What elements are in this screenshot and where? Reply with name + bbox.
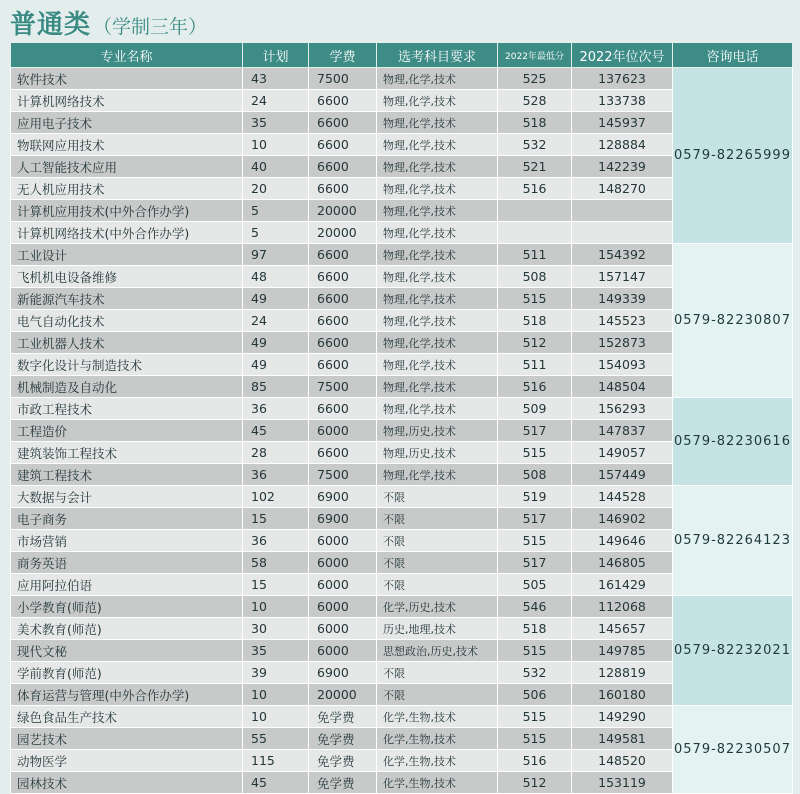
cell-plan-count: 10 <box>243 134 309 156</box>
cell-min-score: 518 <box>498 112 572 134</box>
cell-major-name: 动物医学 <box>11 750 243 772</box>
cell-tuition: 6600 <box>309 354 377 376</box>
cell-major-name: 计算机网络技术 <box>11 90 243 112</box>
cell-rank: 147837 <box>572 420 673 442</box>
cell-min-score: 515 <box>498 640 572 662</box>
cell-rank: 157449 <box>572 464 673 486</box>
cell-subject-requirement: 物理,化学,技术 <box>377 464 498 486</box>
cell-rank: 137623 <box>572 68 673 90</box>
cell-plan-count: 45 <box>243 420 309 442</box>
cell-major-name: 园林技术 <box>11 772 243 794</box>
cell-min-score: 511 <box>498 354 572 376</box>
cell-min-score: 506 <box>498 684 572 706</box>
cell-major-name: 建筑装饰工程技术 <box>11 442 243 464</box>
cell-plan-count: 49 <box>243 288 309 310</box>
cell-tuition: 7500 <box>309 68 377 90</box>
cell-rank: 154392 <box>572 244 673 266</box>
cell-major-name: 计算机应用技术(中外合作办学) <box>11 200 243 222</box>
cell-subject-requirement: 不限 <box>377 486 498 508</box>
majors-table <box>10 42 793 794</box>
cell-rank: 146805 <box>572 552 673 574</box>
cell-min-score: 508 <box>498 266 572 288</box>
cell-min-score: 546 <box>498 596 572 618</box>
table-row <box>11 68 793 90</box>
cell-rank: 112068 <box>572 596 673 618</box>
cell-major-name: 无人机应用技术 <box>11 178 243 200</box>
cell-min-score: 515 <box>498 442 572 464</box>
cell-plan-count: 36 <box>243 530 309 552</box>
cell-tuition: 免学费 <box>309 772 377 794</box>
cell-subject-requirement: 物理,化学,技术 <box>377 222 498 244</box>
cell-rank: 145657 <box>572 618 673 640</box>
cell-plan-count: 55 <box>243 728 309 750</box>
cell-min-score: 532 <box>498 662 572 684</box>
cell-major-name: 体育运营与管理(中外合作办学) <box>11 684 243 706</box>
cell-rank: 161429 <box>572 574 673 596</box>
cell-major-name: 新能源汽车技术 <box>11 288 243 310</box>
cell-major-name: 园艺技术 <box>11 728 243 750</box>
cell-plan-count: 85 <box>243 376 309 398</box>
cell-major-name: 软件技术 <box>11 68 243 90</box>
cell-plan-count: 97 <box>243 244 309 266</box>
cell-rank: 153119 <box>572 772 673 794</box>
cell-min-score: 517 <box>498 552 572 574</box>
cell-subject-requirement: 物理,化学,技术 <box>377 288 498 310</box>
cell-plan-count: 49 <box>243 354 309 376</box>
cell-plan-count: 5 <box>243 222 309 244</box>
cell-rank: 149646 <box>572 530 673 552</box>
cell-rank: 149339 <box>572 288 673 310</box>
cell-tuition: 6900 <box>309 486 377 508</box>
cell-subject-requirement: 不限 <box>377 684 498 706</box>
cell-rank: 145937 <box>572 112 673 134</box>
cell-major-name: 商务英语 <box>11 552 243 574</box>
cell-tuition: 6600 <box>309 442 377 464</box>
cell-subject-requirement: 物理,化学,技术 <box>377 354 498 376</box>
contact-phone: 0579-82264123 <box>673 486 793 596</box>
cell-tuition: 6600 <box>309 156 377 178</box>
cell-tuition: 6600 <box>309 398 377 420</box>
cell-rank <box>572 200 673 222</box>
cell-min-score: 518 <box>498 310 572 332</box>
cell-min-score: 512 <box>498 772 572 794</box>
cell-tuition: 6600 <box>309 266 377 288</box>
cell-tuition: 6600 <box>309 332 377 354</box>
cell-plan-count: 24 <box>243 90 309 112</box>
cell-min-score: 517 <box>498 508 572 530</box>
cell-min-score <box>498 200 572 222</box>
cell-rank <box>572 222 673 244</box>
cell-tuition: 7500 <box>309 464 377 486</box>
table-body <box>11 68 793 794</box>
cell-tuition: 6600 <box>309 288 377 310</box>
cell-tuition: 6600 <box>309 310 377 332</box>
cell-rank: 157147 <box>572 266 673 288</box>
cell-min-score: 515 <box>498 728 572 750</box>
contact-phone: 0579-82232021 <box>673 596 793 706</box>
cell-tuition: 6600 <box>309 178 377 200</box>
cell-rank: 146902 <box>572 508 673 530</box>
cell-subject-requirement: 物理,化学,技术 <box>377 376 498 398</box>
cell-rank: 148270 <box>572 178 673 200</box>
cell-subject-requirement: 物理,化学,技术 <box>377 332 498 354</box>
cell-major-name: 大数据与会计 <box>11 486 243 508</box>
cell-subject-requirement: 物理,历史,技术 <box>377 442 498 464</box>
cell-plan-count: 49 <box>243 332 309 354</box>
cell-rank: 142239 <box>572 156 673 178</box>
cell-plan-count: 40 <box>243 156 309 178</box>
cell-plan-count: 24 <box>243 310 309 332</box>
cell-plan-count: 28 <box>243 442 309 464</box>
cell-rank: 133738 <box>572 90 673 112</box>
cell-rank: 154093 <box>572 354 673 376</box>
cell-rank: 149290 <box>572 706 673 728</box>
cell-tuition: 6600 <box>309 134 377 156</box>
cell-plan-count: 58 <box>243 552 309 574</box>
cell-subject-requirement: 物理,化学,技术 <box>377 178 498 200</box>
cell-major-name: 机械制造及自动化 <box>11 376 243 398</box>
table-header <box>11 43 793 68</box>
cell-tuition: 6000 <box>309 530 377 552</box>
cell-subject-requirement: 思想政治,历史,技术 <box>377 640 498 662</box>
cell-min-score: 511 <box>498 244 572 266</box>
cell-tuition: 6000 <box>309 596 377 618</box>
table-row <box>11 596 793 618</box>
cell-major-name: 工业设计 <box>11 244 243 266</box>
cell-major-name: 数字化设计与制造技术 <box>11 354 243 376</box>
cell-plan-count: 35 <box>243 640 309 662</box>
cell-major-name: 计算机网络技术(中外合作办学) <box>11 222 243 244</box>
cell-min-score: 525 <box>498 68 572 90</box>
cell-tuition: 6000 <box>309 420 377 442</box>
cell-major-name: 学前教育(师范) <box>11 662 243 684</box>
header-subjects: 选考科目要求 <box>377 43 498 68</box>
cell-subject-requirement: 不限 <box>377 574 498 596</box>
cell-subject-requirement: 物理,化学,技术 <box>377 112 498 134</box>
cell-plan-count: 10 <box>243 684 309 706</box>
contact-phone: 0579-82230807 <box>673 244 793 398</box>
cell-major-name: 工程造价 <box>11 420 243 442</box>
cell-min-score: 519 <box>498 486 572 508</box>
cell-major-name: 电气自动化技术 <box>11 310 243 332</box>
cell-plan-count: 15 <box>243 574 309 596</box>
cell-tuition: 6000 <box>309 640 377 662</box>
cell-rank: 144528 <box>572 486 673 508</box>
cell-plan-count: 30 <box>243 618 309 640</box>
cell-major-name: 现代文秘 <box>11 640 243 662</box>
cell-tuition: 20000 <box>309 200 377 222</box>
header-row <box>11 43 793 68</box>
cell-rank: 152873 <box>572 332 673 354</box>
cell-min-score: 515 <box>498 288 572 310</box>
cell-subject-requirement: 物理,化学,技术 <box>377 156 498 178</box>
cell-major-name: 应用电子技术 <box>11 112 243 134</box>
cell-major-name: 人工智能技术应用 <box>11 156 243 178</box>
cell-plan-count: 115 <box>243 750 309 772</box>
cell-subject-requirement: 历史,地理,技术 <box>377 618 498 640</box>
cell-plan-count: 48 <box>243 266 309 288</box>
cell-subject-requirement: 不限 <box>377 508 498 530</box>
cell-rank: 160180 <box>572 684 673 706</box>
cell-min-score: 517 <box>498 420 572 442</box>
cell-tuition: 6900 <box>309 662 377 684</box>
cell-tuition: 20000 <box>309 684 377 706</box>
cell-min-score: 512 <box>498 332 572 354</box>
cell-plan-count: 15 <box>243 508 309 530</box>
cell-subject-requirement: 化学,生物,技术 <box>377 728 498 750</box>
cell-rank: 156293 <box>572 398 673 420</box>
cell-tuition: 6900 <box>309 508 377 530</box>
cell-tuition: 20000 <box>309 222 377 244</box>
cell-tuition: 6600 <box>309 112 377 134</box>
contact-phone: 0579-82230616 <box>673 398 793 486</box>
cell-subject-requirement: 物理,化学,技术 <box>377 310 498 332</box>
cell-plan-count: 36 <box>243 464 309 486</box>
cell-rank: 145523 <box>572 310 673 332</box>
cell-min-score: 532 <box>498 134 572 156</box>
cell-plan-count: 45 <box>243 772 309 794</box>
cell-min-score: 516 <box>498 376 572 398</box>
cell-subject-requirement: 物理,化学,技术 <box>377 90 498 112</box>
cell-subject-requirement: 物理,化学,技术 <box>377 398 498 420</box>
cell-min-score: 515 <box>498 706 572 728</box>
table-row <box>11 398 793 420</box>
cell-plan-count: 36 <box>243 398 309 420</box>
cell-plan-count: 43 <box>243 68 309 90</box>
cell-major-name: 小学教育(师范) <box>11 596 243 618</box>
cell-rank: 149057 <box>572 442 673 464</box>
cell-major-name: 电子商务 <box>11 508 243 530</box>
cell-min-score: 528 <box>498 90 572 112</box>
cell-major-name: 美术教育(师范) <box>11 618 243 640</box>
cell-tuition: 免学费 <box>309 750 377 772</box>
cell-subject-requirement: 化学,生物,技术 <box>377 706 498 728</box>
cell-tuition: 免学费 <box>309 728 377 750</box>
cell-plan-count: 102 <box>243 486 309 508</box>
cell-major-name: 物联网应用技术 <box>11 134 243 156</box>
cell-tuition: 6000 <box>309 574 377 596</box>
cell-major-name: 市政工程技术 <box>11 398 243 420</box>
cell-subject-requirement: 物理,化学,技术 <box>377 266 498 288</box>
header-major: 专业名称 <box>11 43 243 68</box>
cell-subject-requirement: 化学,历史,技术 <box>377 596 498 618</box>
page-title <box>10 4 207 40</box>
cell-major-name: 绿色食品生产技术 <box>11 706 243 728</box>
cell-tuition: 6600 <box>309 90 377 112</box>
contact-phone: 0579-82230507 <box>673 706 793 794</box>
cell-plan-count: 10 <box>243 706 309 728</box>
cell-tuition: 6600 <box>309 244 377 266</box>
cell-rank: 128884 <box>572 134 673 156</box>
cell-min-score <box>498 222 572 244</box>
cell-subject-requirement: 化学,生物,技术 <box>377 750 498 772</box>
cell-plan-count: 5 <box>243 200 309 222</box>
cell-rank: 148504 <box>572 376 673 398</box>
cell-min-score: 509 <box>498 398 572 420</box>
table-row <box>11 486 793 508</box>
header-tuition: 学费 <box>309 43 377 68</box>
cell-tuition: 7500 <box>309 376 377 398</box>
cell-min-score: 516 <box>498 750 572 772</box>
cell-major-name: 应用阿拉伯语 <box>11 574 243 596</box>
cell-subject-requirement: 物理,化学,技术 <box>377 68 498 90</box>
header-plan: 计划 <box>243 43 309 68</box>
cell-min-score: 505 <box>498 574 572 596</box>
cell-subject-requirement: 不限 <box>377 530 498 552</box>
table-row <box>11 244 793 266</box>
cell-subject-requirement: 物理,化学,技术 <box>377 134 498 156</box>
cell-rank: 149581 <box>572 728 673 750</box>
cell-plan-count: 35 <box>243 112 309 134</box>
table-row <box>11 706 793 728</box>
cell-plan-count: 10 <box>243 596 309 618</box>
title-subtitle: （学制三年） <box>93 16 208 38</box>
cell-subject-requirement: 物理,化学,技术 <box>377 244 498 266</box>
cell-min-score: 518 <box>498 618 572 640</box>
cell-rank: 128819 <box>572 662 673 684</box>
header-min-score: 2022年最低分 <box>498 43 572 68</box>
cell-min-score: 521 <box>498 156 572 178</box>
cell-min-score: 508 <box>498 464 572 486</box>
cell-plan-count: 39 <box>243 662 309 684</box>
cell-rank: 148520 <box>572 750 673 772</box>
cell-major-name: 飞机机电设备维修 <box>11 266 243 288</box>
cell-subject-requirement: 物理,化学,技术 <box>377 200 498 222</box>
header-phone: 咨询电话 <box>673 43 793 68</box>
cell-tuition: 免学费 <box>309 706 377 728</box>
cell-min-score: 516 <box>498 178 572 200</box>
title-main: 普通类 <box>10 10 92 40</box>
cell-subject-requirement: 不限 <box>377 662 498 684</box>
cell-rank: 149785 <box>572 640 673 662</box>
header-rank: 2022年位次号 <box>572 43 673 68</box>
cell-plan-count: 20 <box>243 178 309 200</box>
cell-tuition: 6000 <box>309 552 377 574</box>
cell-tuition: 6000 <box>309 618 377 640</box>
cell-major-name: 建筑工程技术 <box>11 464 243 486</box>
cell-subject-requirement: 物理,历史,技术 <box>377 420 498 442</box>
cell-subject-requirement: 化学,生物,技术 <box>377 772 498 794</box>
contact-phone: 0579-82265999 <box>673 68 793 244</box>
cell-min-score: 515 <box>498 530 572 552</box>
cell-major-name: 工业机器人技术 <box>11 332 243 354</box>
cell-subject-requirement: 不限 <box>377 552 498 574</box>
cell-major-name: 市场营销 <box>11 530 243 552</box>
